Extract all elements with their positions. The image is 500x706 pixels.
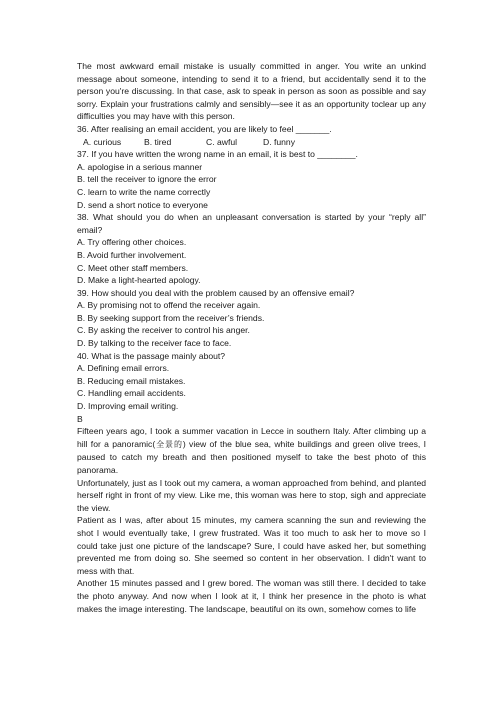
q39-choice-a: A. By promising not to offend the receiver again.: [77, 300, 261, 311]
p1-text-after: ) view of the blue sea, white buildings and green olive trees, I paused to catch my breath and then positioned myself to take the best photo of this panorama.: [77, 438, 427, 475]
q40-choice-b: B. Reducing email mistakes.: [77, 375, 186, 386]
question-36-choices: [77, 136, 426, 149]
question-40-stem: 40. What is the passage mainly about?: [77, 350, 226, 361]
passage-b-paragraph-3: Patient as I was, after about 15 minutes, my camera scanning the sun and reviewing the shot I would eventually take, I grew frustrated. Was it too much to ask her to move so I could take just one picture of the landscape? Sure, I could have asked her, but something prevented me from doing so. She seemed so content in her observation. I didn't want to mess with that.: [77, 515, 426, 576]
q36-choice-a: A. curious: [83, 136, 122, 147]
q38-choice-b: B. Avoid further involvement.: [77, 249, 187, 260]
section-b-label: B: [77, 413, 83, 424]
passage-b-paragraph-2: Unfortunately, just as I took out my camera, a woman approached from behind, and planted herself right in front of my view. Like me, this woman was here to stop, sigh and appreciate the view.: [77, 477, 426, 513]
q37-choice-b: B. tell the receiver to ignore the error: [77, 174, 217, 185]
question-36-stem: 36. After realising an email accident, you are likely to feel _______.: [77, 123, 332, 134]
question-37-stem: 37. If you have written the wrong name in an email, it is best to ________.: [77, 149, 358, 160]
question-38-stem: 38. What should you do when an unpleasant conversation is started by your “reply all” email?: [77, 212, 426, 235]
intro-paragraph: The most awkward email mistake is usually committed in anger. You write an unkind message about someone, intending to send it to a friend, but accidentally send it to the person you're discussing. In that case, ask to speak in person as soon as possible and say sorry. Explain your frustrations calmly and sensibly—see it as an opportunity toclear up any difficulties you may have with this person.: [77, 61, 426, 122]
q36-choice-d: D. funny: [263, 136, 296, 147]
q38-choice-d: D. Make a light-hearted apology.: [77, 275, 201, 286]
q39-choice-b: B. By seeking support from the receiver’s friends.: [77, 312, 265, 323]
passage-b-paragraph-4: Another 15 minutes passed and I grew bored. The woman was still there. I decided to take the photo anyway. And now when I look at it, I think her presence in the photo is what makes the image interesting. The landscape, beautiful on its own, somehow comes to life: [77, 578, 426, 614]
question-39-stem: 39. How should you deal with the problem caused by an offensive email?: [77, 287, 355, 298]
q40-choice-c: C. Handling email accidents.: [77, 388, 186, 399]
q38-choice-a: A. Try offering other choices.: [77, 237, 187, 248]
q37-choice-c: C. learn to write the name correctly: [77, 186, 211, 197]
p1-cjk-gloss: 全景的: [155, 439, 183, 449]
q40-choice-a: A. Defining email errors.: [77, 363, 170, 374]
q36-choice-b: B. tired: [144, 136, 172, 147]
q40-choice-d: D. Improving email writing.: [77, 401, 179, 412]
q37-choice-a: A. apologise in a serious manner: [77, 161, 203, 172]
q36-choice-c: C. awful: [206, 136, 238, 147]
q39-choice-c: C. By asking the receiver to control his anger.: [77, 325, 250, 336]
passage-b-paragraph-1: [77, 425, 426, 476]
q39-choice-d: D. By talking to the receiver face to face.: [77, 338, 232, 349]
p1-text-before: Fifteen years ago, I took a summer vacation in Lecce in southern Italy. After climbing up a hill for a panoramic(: [77, 426, 426, 449]
q38-choice-c: C. Meet other staff members.: [77, 262, 189, 273]
q37-choice-d: D. send a short notice to everyone: [77, 199, 208, 210]
